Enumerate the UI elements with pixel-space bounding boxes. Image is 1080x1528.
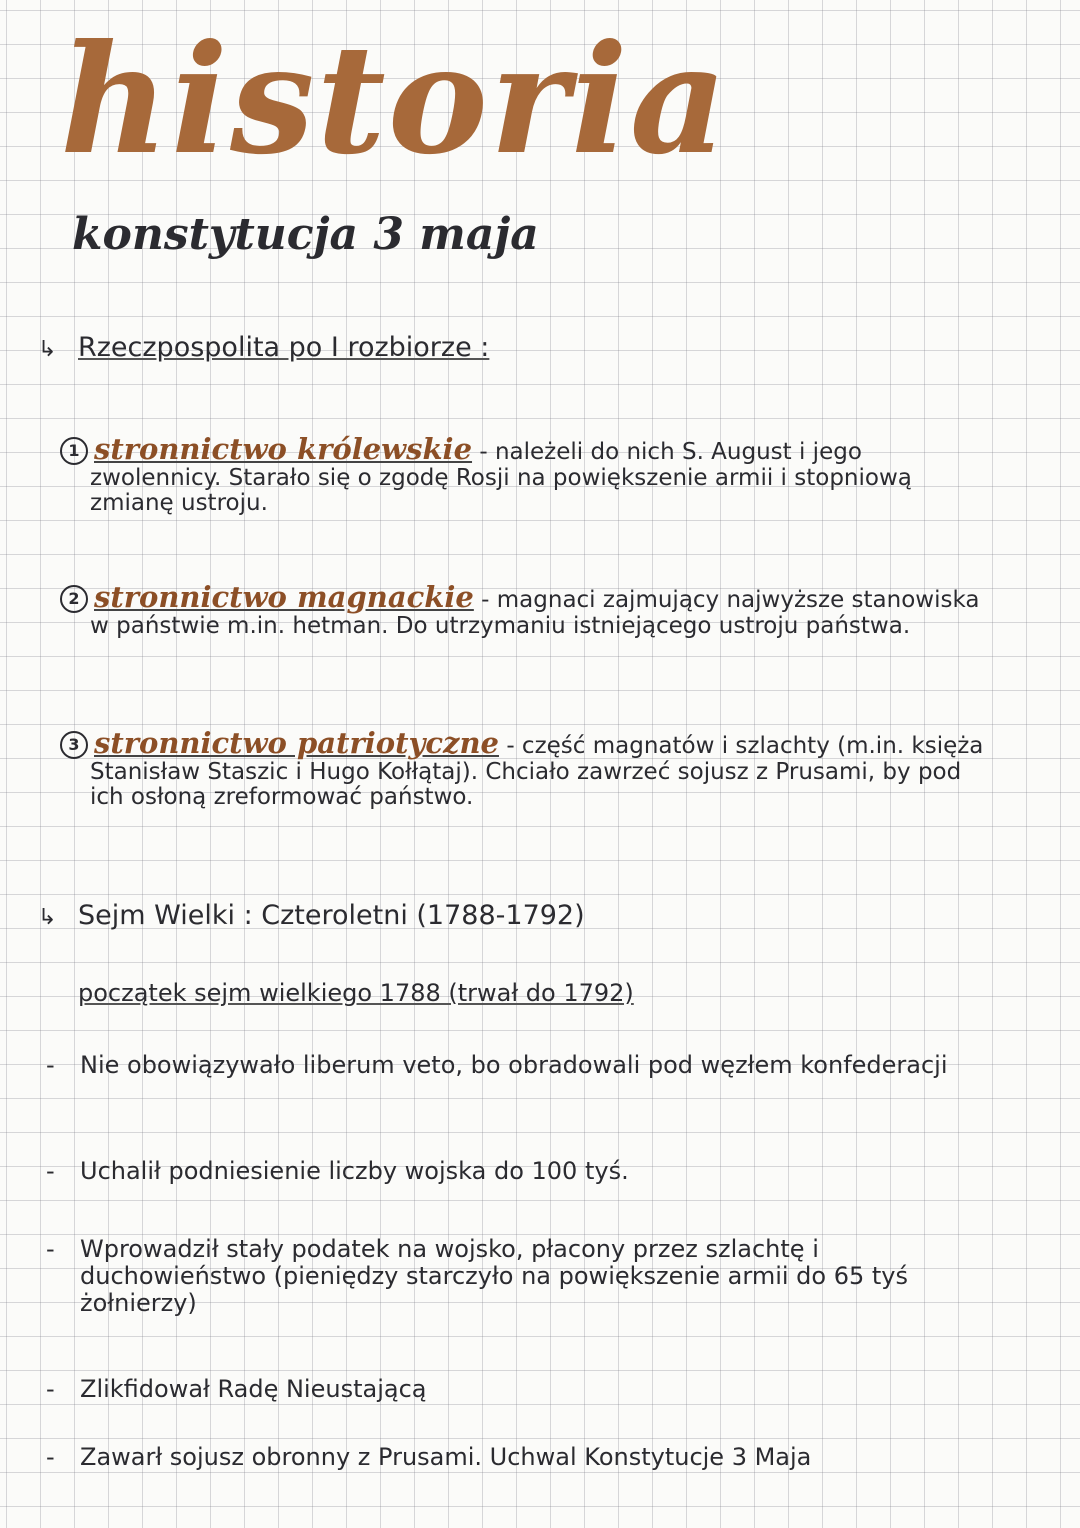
faction-item — [68, 580, 990, 639]
number-badge: 3 — [60, 731, 88, 759]
bullet-dash: - — [46, 1375, 55, 1403]
list-item-text: Zlikfidował Radę Nieustającą — [80, 1375, 427, 1403]
bullet-dash: - — [46, 1157, 55, 1185]
number-badge: 1 — [60, 437, 88, 465]
bullet-dash: - — [46, 1235, 55, 1263]
faction-name: stronnictwo królewskie — [94, 432, 473, 466]
faction-name: stronnictwo patriotyczne — [94, 726, 499, 760]
faction-item — [68, 432, 990, 516]
list-item-text: Zawarł sojusz obronny z Prusami. Uchwal Konstytucje 3 Maja — [80, 1443, 812, 1471]
page-subtitle: konstytucja 3 maja — [72, 209, 539, 260]
faction-description: - należeli do nich S. August i jego zwolennicy. Starało się o zgodę Rosji na powiększenie armii i stopniową zmianę ustroju. — [90, 439, 912, 516]
sejm-start-note — [78, 978, 998, 1008]
section-heading-text: Sejm Wielki : Czteroletni (1788-1792) — [78, 900, 585, 931]
arrow-icon: ↳ — [38, 905, 57, 930]
sejm-start-text: początek sejm wielkiego 1788 (trwał do 1792) — [78, 979, 634, 1007]
list-item — [46, 1235, 960, 1317]
section-heading-text: Rzeczpospolita po I rozbiorze : — [78, 332, 490, 363]
list-item-text: Nie obowiązywało liberum veto, bo obradowali pod węzłem konfederacji — [80, 1051, 948, 1079]
number-badge: 2 — [60, 585, 88, 613]
section-heading-rozbior — [38, 330, 489, 368]
list-item-text: Uchalił podniesienie liczby wojska do 100 tyś. — [80, 1157, 629, 1185]
list-item-text: Wprowadził stały podatek na wojsko, płacony przez szlachtę i duchowieństwo (pieniędzy starczyło na powiększenie armii do 65 tyś żołnierzy) — [80, 1235, 908, 1317]
list-item — [46, 1443, 960, 1471]
faction-name: stronnictwo magnackie — [94, 580, 474, 614]
bullet-dash: - — [46, 1051, 55, 1079]
list-item — [46, 1051, 960, 1079]
faction-item — [68, 726, 990, 810]
list-item — [46, 1375, 960, 1403]
bullet-dash: - — [46, 1443, 55, 1471]
faction-description: - część magnatów i szlachty (m.in. księża Stanisław Staszic i Hugo Kołłątaj). Chciało zawrzeć sojusz z Prusami, by pod ich osłoną zreformować państwo. — [90, 733, 984, 810]
faction-description: - magnaci zajmujący najwyższe stanowiska w państwie m.in. hetman. Do utrzymaniu istniejącego ustroju państwa. — [90, 587, 980, 639]
list-item — [46, 1157, 960, 1185]
section-heading-sejm — [38, 898, 585, 936]
page-title: historia — [60, 12, 730, 188]
arrow-icon: ↳ — [38, 337, 57, 362]
